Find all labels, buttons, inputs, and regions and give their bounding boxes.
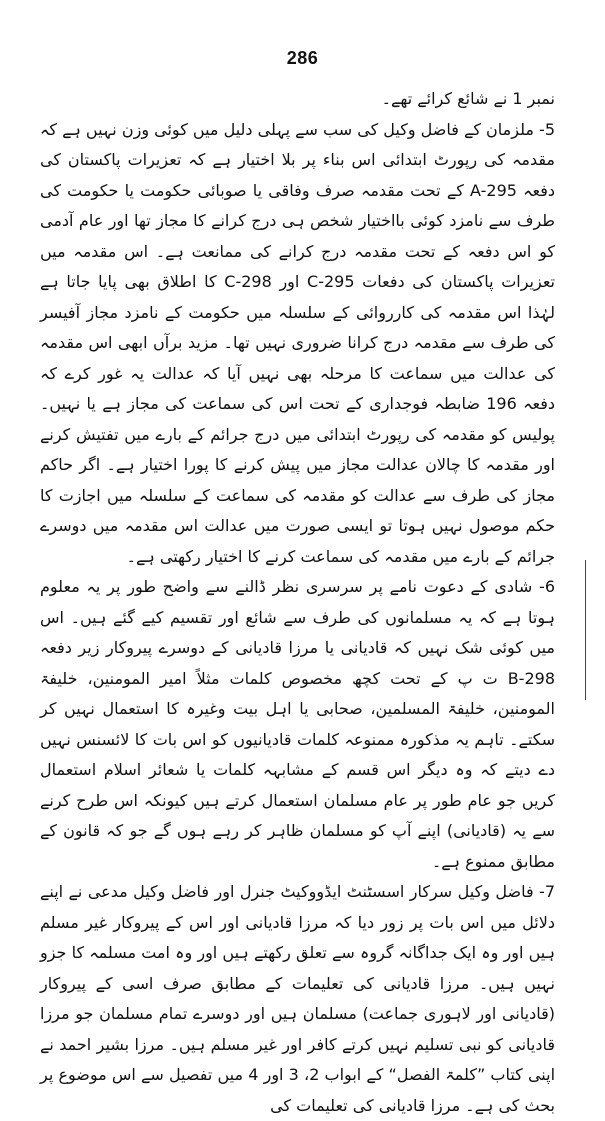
paragraph-7: 7- فاضل وکیل سرکار اسسٹنٹ ایڈووکیٹ جنرل اور فاضل وکیل مدعی نے اپنے دلائل میں اس بات پر زور دیا کہ مرزا قادیانی اور اس کے پیروکار غیر مسلم ہیں اور وہ ایک جداگانہ گروہ سے تعلق رکھتے ہیں اور وہ امت مسلمہ کا جزو نہیں ہیں۔ مرزا قادیانی کی تعلیمات کے مطابق صرف اسی کے پیروکار (قادیانی اور لاہوری جماعت) مسلمان ہیں اور دوسرے تمام مسلمان جو مرزا قادیانی کو نبی تسلیم نہیں کرتے کافر اور غیر مسلم ہیں۔ مرزا بشیر احمد نے اپنی کتاب ”کلمۃ الفصل“ کے ابواب 2، 3 اور 4 میں تفصیل سے اس موضوع پر بحث کی ہے۔ مرزا قادیانی کی تعلیمات کی — [40, 882, 556, 1115]
paragraph-5: 5- ملزمان کے فاضل وکیل کی سب سے پہلی دلیل میں کوئی وزن نہیں ہے کہ مقدمہ کی رپورٹ ابتدائی اس بناء پر بلا اختیار ہے کہ تعزیرات پاکستان کی دفعہ A-295 کے تحت مقدمہ صرف وفاقی یا صوبائی حکومت یا حکومت کی طرف سے نامزد کوئی بااختیار شخص ہی درج کرانے کا مجاز تھا اور عام آدمی کو اس دفعہ کے تحت مقدمہ درج کرانے کی ممانعت ہے۔ اس مقدمہ میں تعزیرات پاکستان کی دفعات C-295 اور C-298 کا اطلاق بھی پایا جاتا ہے لہٰذا اس مقدمہ کی کارروائی کے سلسلہ میں حکومت کے نامزد مجاز آفیسر کی طرف سے مقدمہ درج کرانا ضروری نہیں تھا۔ مزید برآں ابھی اس مقدمہ کی عدالت میں سماعت کا مرحلہ بھی نہیں آیا کہ عدالت یہ غور کرے کہ دفعہ 196 ضابطہ فوجداری کے تحت اس کی سماعت کی مجاز ہے یا نہیں۔ پولیس کو مقدمہ کی رپورٹ ابتدائی میں درج جرائم کے بارے میں تفتیش کرنے اور مقدمہ کا چالان عدالت مجاز میں پیش کرنے کا پورا اختیار ہے۔ اگر حاکم مجاز کی طرف سے عدالت کو مقدمہ کی سماعت کے سلسلہ میں اجازت کا حکم موصول نہیں ہوتا تو ایسی صورت میں عدالت اس مقدمہ میں دوسرے جرائم کے بارے میں مقدمہ کی سماعت کرنے کا اختیار رکھتی ہے۔ — [40, 119, 556, 566]
paragraph-6: 6- شادی کے دعوت نامے پر سرسری نظر ڈالنے سے واضح طور پر یہ معلوم ہوتا ہے کہ یہ مسلمانوں کی طرف سے شائع اور تقسیم کیے گئے ہیں۔ اس میں کوئی شک نہیں کہ قادیانی یا مرزا قادیانی کے دوسرے پیروکار زیر دفعہ B-298 ت پ کے تحت کچھ مخصوص کلمات مثلاً امیر المومنین، خلیفۃ المومنین، خلیفۃ المسلمین، صحابی یا اہل بیت وغیرہ کا استعمال نہیں کر سکتے۔ تاہم یہ مذکورہ ممنوعہ کلمات قادیانیوں کو اس بات کا لائسنس نہیں دے دیتے کہ وہ دیگر اس قسم کے مشابہہ کلمات یا شعائر اسلام استعمال کریں جو عام طور پر عام مسلمان استعمال کرتے ہیں کیونکہ اس طرح کرنے سے یہ (قادیانی) اپنے آپ کو مسلمان ظاہر کر رہے ہوں گے جو کہ قانون کے مطابق ممنوع ہے۔ — [40, 577, 555, 871]
body-text — [40, 84, 555, 1121]
page-number: 286 — [286, 48, 319, 68]
margin-rule — [585, 560, 586, 700]
paragraph-continuation: نمبر 1 نے شائع کرائے تھے۔ — [381, 89, 555, 108]
